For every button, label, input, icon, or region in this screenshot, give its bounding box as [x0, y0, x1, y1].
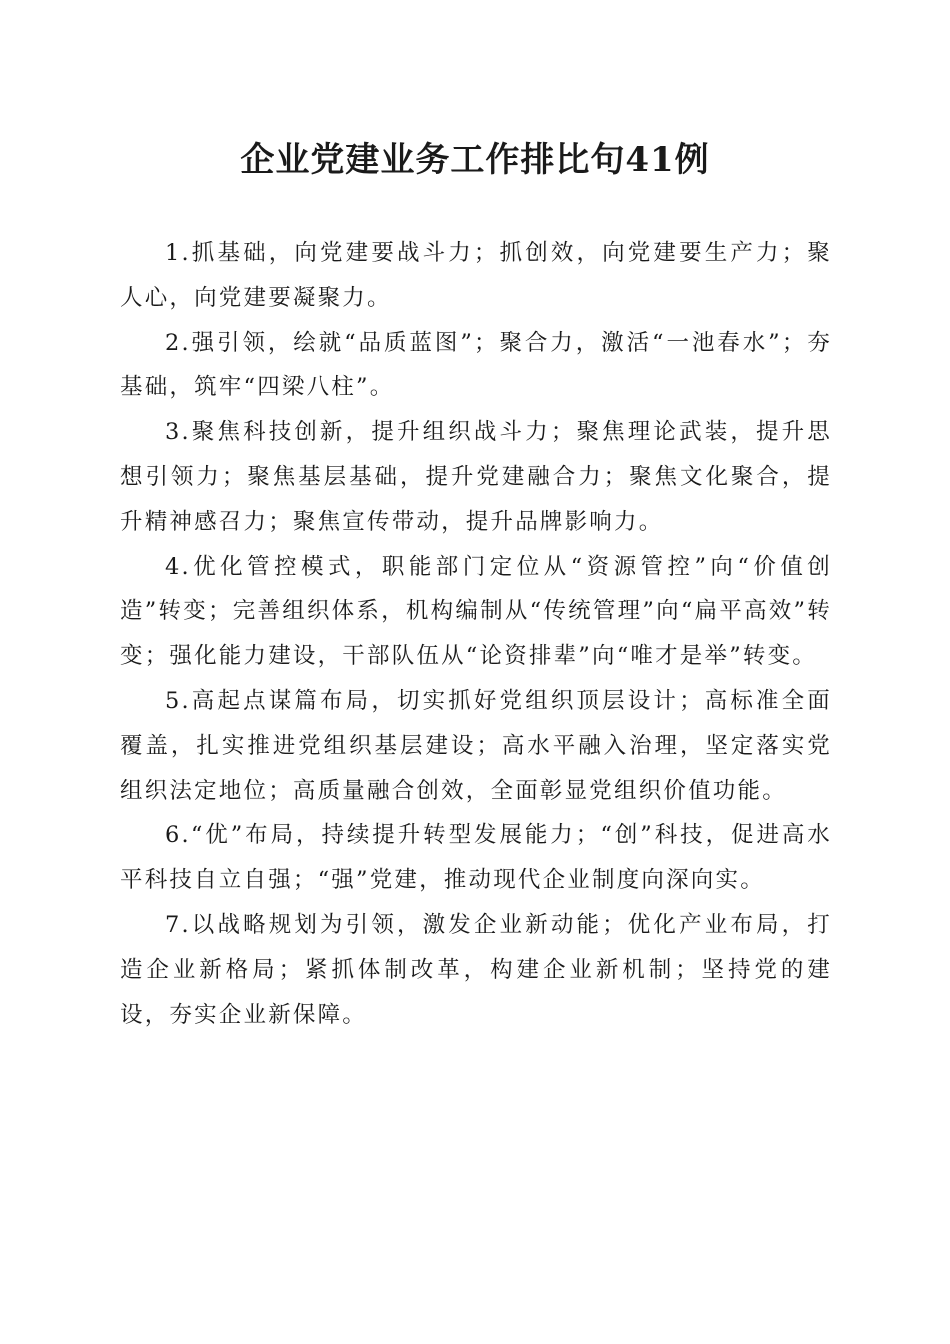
paragraph-2: 2.强引领，绘就“品质蓝图”；聚合力，激活“一池春水”；夯基础，筑牢“四梁八柱”。 [120, 329, 832, 401]
paragraph-5: 5.高起点谋篇布局，切实抓好党组织顶层设计；高标准全面覆盖，扎实推进党组织基层建设；高水平融入治理，坚定落实党组织法定地位；高质量融合创效，全面彰显党组织价值功能。 [120, 687, 832, 804]
paragraph-3: 3.聚焦科技创新，提升组织战斗力；聚焦理论武装，提升思想引领力；聚焦基层基础，提升党建融合力；聚焦文化聚合，提升精神感召力；聚焦宣传带动，提升品牌影响力。 [120, 419, 832, 535]
paragraph-4: 4.优化管控模式，职能部门定位从“资源管控”向“价值创造”转变；完善组织体系，机构编制从“传统管理”向“扁平高效”转变；强化能力建设，干部队伍从“论资排辈”向“唯才是举”转变。 [120, 553, 832, 670]
document-body [120, 231, 832, 1037]
document-title: 企业党建业务工作排比句41例 [240, 140, 710, 180]
paragraph-7: 7.以战略规划为引领，激发企业新动能；优化产业布局，打造企业新格局；紧抓体制改革，构建企业新机制；坚持党的建设，夯实企业新保障。 [120, 911, 832, 1028]
paragraph-1: 1.抓基础，向党建要战斗力；抓创效，向党建要生产力；聚人心，向党建要凝聚力。 [120, 240, 832, 311]
paragraph-6: 6.“优”布局，持续提升转型发展能力；“创”科技，促进高水平科技自立自强；“强”党建，推动现代企业制度向深向实。 [120, 822, 832, 894]
